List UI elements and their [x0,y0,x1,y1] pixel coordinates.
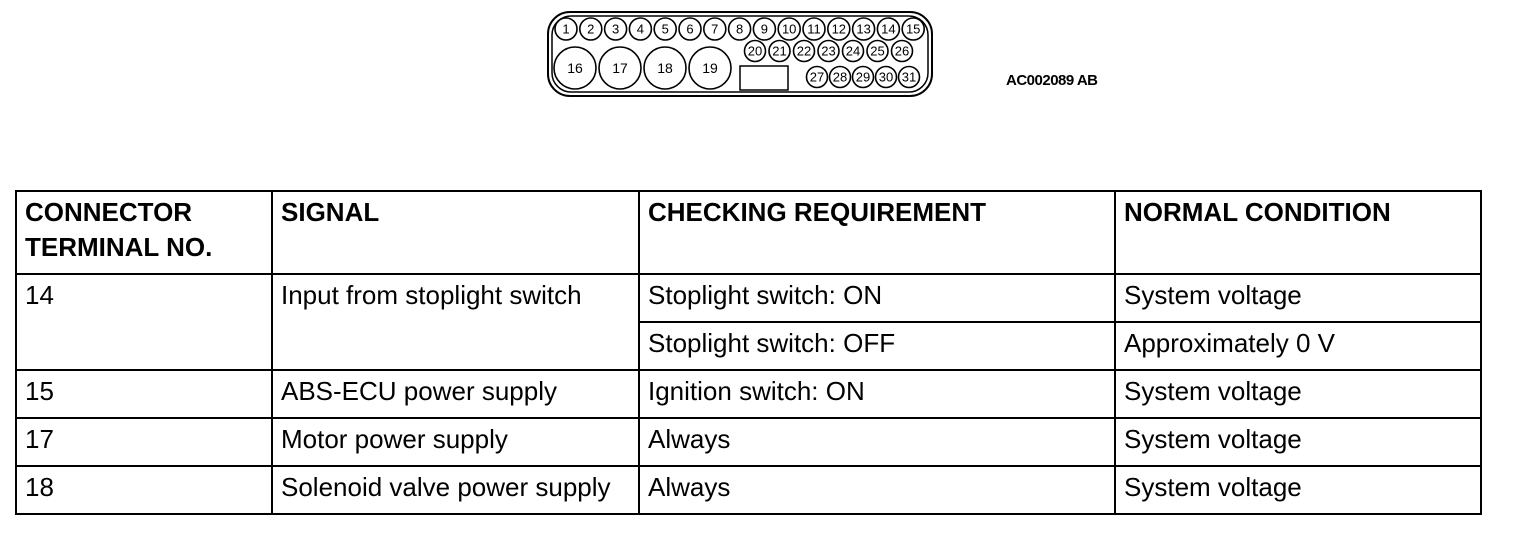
header-signal: SIGNAL [272,191,639,274]
header-condition: NORMAL CONDITION [1115,191,1481,274]
connector-pin-label: 25 [870,43,885,59]
connector-pin-label: 8 [735,21,744,37]
connector-pin-label: 5 [661,21,669,37]
cell-terminal: 15 [16,370,272,418]
table-row [16,274,1481,322]
figure-code: AC002089 AB [1006,72,1098,89]
cell-signal: Motor power supply [272,418,639,466]
cell-condition: Approximately 0 V [1115,322,1481,370]
connector-pin-label: 21 [772,43,787,59]
connector-pin-label: 10 [781,21,797,37]
connector-pin-label: 4 [636,21,645,37]
cell-requirement: Always [639,418,1115,466]
connector-pin-label: 26 [894,43,910,59]
cell-signal: ABS-ECU power supply [272,370,639,418]
cell-terminal: 14 [16,274,272,370]
cell-requirement: Stoplight switch: ON [639,274,1115,322]
cell-signal: Solenoid valve power supply [272,466,639,514]
connector-pin-label: 15 [905,21,921,37]
connector-pin-label: 23 [821,43,836,59]
cell-requirement: Always [639,466,1115,514]
connector-pin-label: 17 [612,60,628,76]
connector-pin-label: 27 [809,69,825,85]
cell-terminal: 18 [16,466,272,514]
table-header-row [16,191,1481,274]
connector-pin-label: 16 [567,60,583,76]
cell-condition: System voltage [1115,418,1481,466]
header-terminal: CONNECTOR TERMINAL NO. [16,191,272,274]
connector-pin-label: 22 [796,43,812,59]
connector-pin-label: 6 [686,21,694,37]
header-requirement: CHECKING REQUIREMENT [639,191,1115,274]
connector-pin-label: 13 [856,21,871,37]
connector-pin-label: 11 [807,21,821,37]
cell-requirement: Stoplight switch: OFF [639,322,1115,370]
cell-signal: Input from stoplight switch [272,274,639,370]
connector-pin-label: 31 [901,69,917,85]
connector-pin-label: 1 [562,21,570,37]
connector-pin-label: 3 [611,21,620,37]
connector-pin-label: 18 [657,60,673,76]
cell-requirement: Ignition switch: ON [639,370,1115,418]
table-row [16,418,1481,466]
cell-condition: System voltage [1115,274,1481,322]
connector-key [740,66,788,90]
cell-condition: System voltage [1115,466,1481,514]
table-row [16,466,1481,514]
connector-diagram [546,10,934,100]
cell-condition: System voltage [1115,370,1481,418]
connector-pin-label: 14 [881,21,896,37]
connector-pin-label: 12 [831,21,847,37]
cell-terminal: 17 [16,418,272,466]
connector-pin-label: 19 [702,60,718,76]
connector-pin-label: 24 [845,43,861,59]
connector-pin-label: 9 [760,21,769,37]
terminal-table [15,190,1482,515]
connector-pin-label: 2 [587,21,595,37]
connector-pin-label: 20 [747,43,763,59]
connector-pin-label: 28 [832,69,848,85]
connector-pin-label: 29 [855,69,871,85]
table-row [16,370,1481,418]
connector-pin-label: 30 [878,69,894,85]
connector-pin-label: 7 [711,21,719,37]
